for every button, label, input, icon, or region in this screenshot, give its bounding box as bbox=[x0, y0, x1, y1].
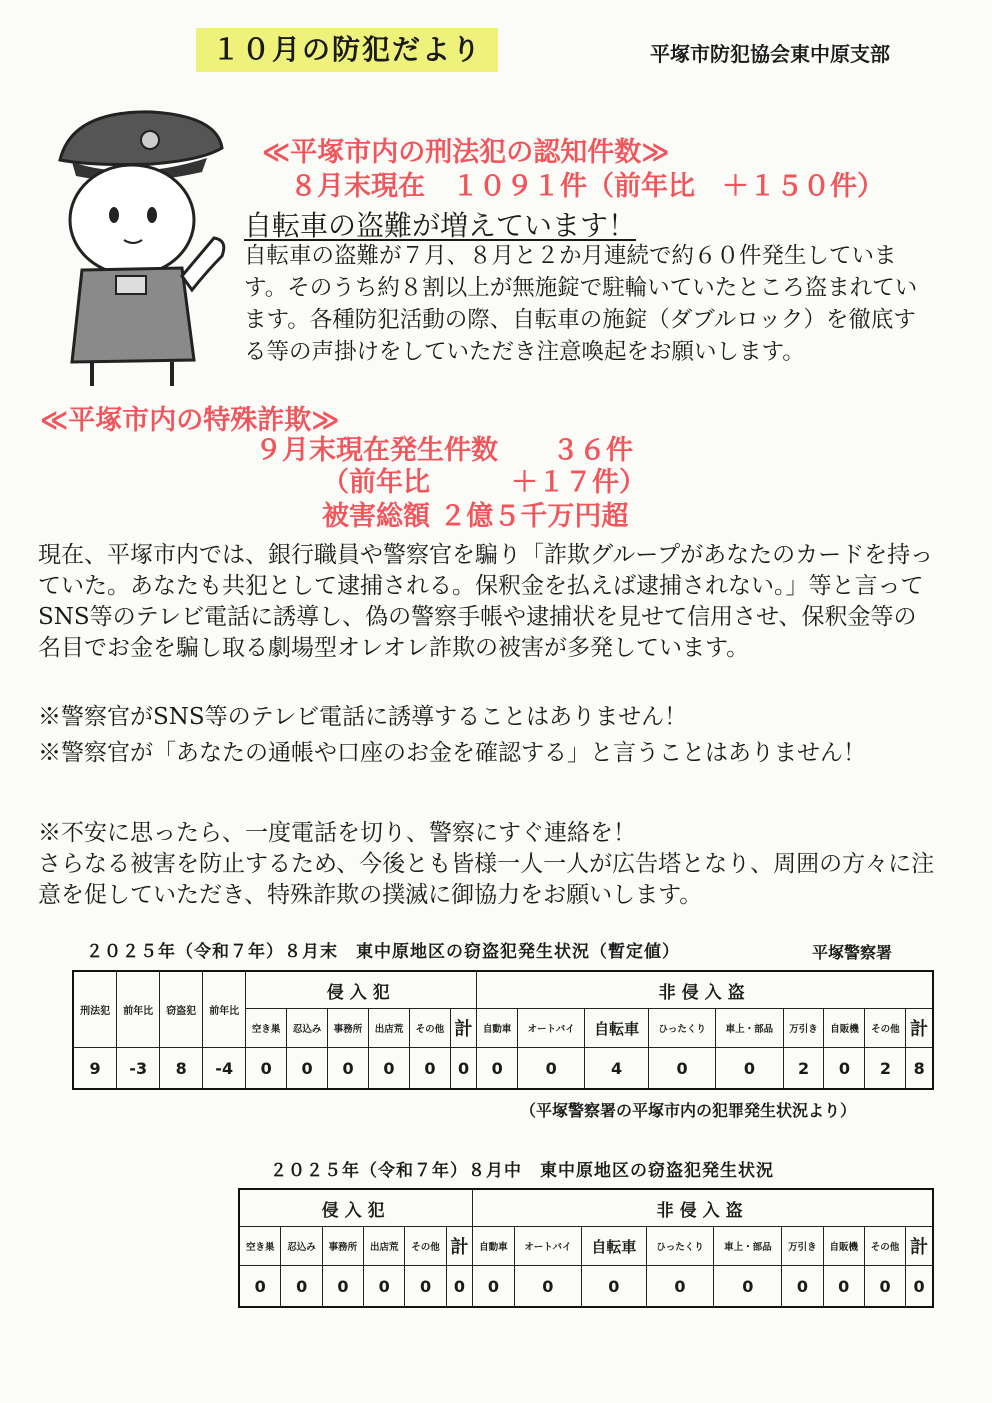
closing-paragraph: さらなる被害を防止するため、今後とも皆様一人一人が広告塔となり、周囲の方々に注意を促していただき、特殊詐欺の撲滅に御協力をお願いします。 bbox=[38, 851, 935, 908]
table1-header-cell: 計 bbox=[906, 1009, 933, 1048]
bicycle-paragraph: 自転車の盗難が７月、８月と２か月連続で約６０件発生しています。そのうち約８割以上が無施錠で駐輪いていたところ盗まれています。各種防犯活動の際、自転車の施錠（ダブルロック）を徹底する等の声掛けをしていただき注意喚起をお願いします。 bbox=[244, 243, 918, 365]
table1-header-cell: 車上・部品 bbox=[716, 1009, 783, 1048]
table2-value-cell: 0 bbox=[473, 1266, 514, 1308]
table1-header-cell: 忍込み bbox=[287, 1009, 328, 1048]
table1-header-cell: 自動車 bbox=[477, 1009, 518, 1048]
table2-header-cell: 空き巣 bbox=[239, 1227, 281, 1266]
table2-value-cell: 0 bbox=[364, 1266, 405, 1308]
table1-source: 平塚警察署 bbox=[812, 943, 893, 962]
table1-value-cell: 9 bbox=[73, 1048, 117, 1090]
table2-header-cell: 事務所 bbox=[322, 1227, 363, 1266]
table1-header-cell: 前年比 bbox=[117, 971, 160, 1048]
table2-header-cell: 計 bbox=[446, 1227, 473, 1266]
table2-header-cell: 万引き bbox=[782, 1227, 823, 1266]
theft-table-cumulative bbox=[72, 970, 934, 1090]
bicycle-heading: 自転車の盗難が増えています！ bbox=[244, 209, 637, 242]
fraud-heading: ≪平塚市内の特殊詐欺≫ bbox=[40, 405, 340, 436]
table1-value-cell: 2 bbox=[783, 1048, 824, 1090]
table2-group-intrusion: 侵入犯 bbox=[239, 1189, 473, 1227]
table1-header-cell: 刑法犯 bbox=[73, 971, 117, 1048]
table2-header-cell: 車上・部品 bbox=[714, 1227, 782, 1266]
table1-value-cell: 0 bbox=[450, 1048, 476, 1090]
table1-header-cell: 窃盗犯 bbox=[160, 971, 203, 1048]
table1-header-cell: ひったくり bbox=[648, 1009, 715, 1048]
crime-count-heading: ≪平塚市内の刑法犯の認知件数≫ bbox=[262, 137, 670, 168]
table1-value-cell: -3 bbox=[117, 1048, 160, 1090]
table1-header-cell: その他 bbox=[865, 1009, 906, 1048]
table1-value-cell: 0 bbox=[518, 1048, 585, 1090]
table1-header-cell: 計 bbox=[450, 1009, 476, 1048]
warning-note-1: ※警察官がSNS等のテレビ電話に誘導することはありません！ bbox=[38, 704, 688, 730]
theft-table-monthly bbox=[238, 1188, 934, 1308]
page-title: １０月の防犯だより bbox=[196, 28, 498, 72]
table1-value-cell: -4 bbox=[203, 1048, 246, 1090]
table2-header-cell: オートバイ bbox=[514, 1227, 582, 1266]
table2-header-cell: 忍込み bbox=[281, 1227, 322, 1266]
organization-name: 平塚市防犯協会東中原支部 bbox=[650, 42, 890, 66]
table2-header-cell: その他 bbox=[864, 1227, 905, 1266]
table2-header-cell: 自転車 bbox=[582, 1227, 646, 1266]
table1-value-cell: 0 bbox=[369, 1048, 410, 1090]
table1-value-cell: 0 bbox=[328, 1048, 369, 1090]
table2-header-cell: 出店荒 bbox=[364, 1227, 405, 1266]
table2-header-cell: その他 bbox=[405, 1227, 446, 1266]
table2-header-cell: ひったくり bbox=[646, 1227, 714, 1266]
table2-value-cell: 0 bbox=[514, 1266, 582, 1308]
warning-note-3: ※不安に思ったら、一度電話を切り、警察にすぐ連絡を！ bbox=[38, 820, 636, 846]
table2-value-cell: 0 bbox=[446, 1266, 473, 1308]
table1-header-cell: 空き巣 bbox=[246, 1009, 287, 1048]
table1-value-cell: 8 bbox=[906, 1048, 933, 1090]
police-mascot-illustration bbox=[32, 90, 242, 390]
table1-value-cell: 0 bbox=[287, 1048, 328, 1090]
table2-header-cell: 計 bbox=[906, 1227, 933, 1266]
table2-header-cell: 自販機 bbox=[823, 1227, 864, 1266]
table2-value-cell: 0 bbox=[864, 1266, 905, 1308]
table1-note: （平塚警察署の平塚市内の犯罪発生状況より） bbox=[520, 1101, 857, 1120]
table1-header-cell: 万引き bbox=[783, 1009, 824, 1048]
warning-note-2: ※警察官が「あなたの通帳や口座のお金を確認する」と言うことはありません！ bbox=[38, 740, 866, 766]
table2-value-cell: 0 bbox=[405, 1266, 446, 1308]
table1-header-cell: 事務所 bbox=[328, 1009, 369, 1048]
table1-value-cell: 0 bbox=[477, 1048, 518, 1090]
table2-caption: ２０２５年（令和７年）８月中 東中原地区の窃盗犯発生状況 bbox=[270, 1161, 774, 1181]
fraud-description-paragraph: 現在、平塚市内では、銀行職員や警察官を騙り「詐欺グループがあなたのカードを持っていた。あなたも共犯として逮捕される。保釈金を払えば逮捕されない。」等と言ってSNS等のテレビ電話に誘導し、偽の警察手帳や逮捕状を見せて信用させ、保釈金等の名目でお金を騙し取る劇場型オレオレ詐欺の被害が多発しています。 bbox=[38, 542, 934, 661]
table1-group-intrusion: 侵入犯 bbox=[246, 971, 477, 1009]
crime-count-line: ８月末現在 １０９１件（前年比 ＋１５０件） bbox=[290, 171, 884, 202]
table1-group-non-intrusion: 非侵入盗 bbox=[477, 971, 933, 1009]
table2-value-cell: 0 bbox=[239, 1266, 281, 1308]
table2-value-cell: 0 bbox=[782, 1266, 823, 1308]
table2-group-non-intrusion: 非侵入盗 bbox=[473, 1189, 933, 1227]
table1-caption: ２０２５年（令和７年）８月末 東中原地区の窃盗犯発生状況（暫定値） bbox=[86, 942, 680, 962]
table2-value-cell: 0 bbox=[582, 1266, 646, 1308]
table1-header-cell: 前年比 bbox=[203, 971, 246, 1048]
table2-header-cell: 自動車 bbox=[473, 1227, 514, 1266]
table2-value-cell: 0 bbox=[646, 1266, 714, 1308]
fraud-yoy-line: （前年比 ＋１７件） bbox=[322, 467, 646, 498]
fraud-count-line: ９月末現在発生件数 ３６件 bbox=[255, 435, 633, 466]
table1-value-cell: 8 bbox=[160, 1048, 203, 1090]
table2-value-cell: 0 bbox=[823, 1266, 864, 1308]
table2-value-cell: 0 bbox=[906, 1266, 933, 1308]
table1-header-cell: オートバイ bbox=[518, 1009, 585, 1048]
fraud-damage-line: 被害総額 ２億５千万円超 bbox=[322, 501, 629, 532]
table1-value-cell: 0 bbox=[716, 1048, 783, 1090]
table2-value-cell: 0 bbox=[281, 1266, 322, 1308]
table1-header-cell: 出店荒 bbox=[369, 1009, 410, 1048]
table1-value-cell: 4 bbox=[585, 1048, 649, 1090]
table1-header-cell: 自販機 bbox=[824, 1009, 865, 1048]
table1-header-cell: 自転車 bbox=[585, 1009, 649, 1048]
table1-value-cell: 0 bbox=[246, 1048, 287, 1090]
table1-header-cell: その他 bbox=[409, 1009, 450, 1048]
table2-value-cell: 0 bbox=[714, 1266, 782, 1308]
table1-value-cell: 0 bbox=[824, 1048, 865, 1090]
table2-value-cell: 0 bbox=[322, 1266, 363, 1308]
table1-value-cell: 0 bbox=[409, 1048, 450, 1090]
table1-value-cell: 0 bbox=[648, 1048, 715, 1090]
table1-value-cell: 2 bbox=[865, 1048, 906, 1090]
